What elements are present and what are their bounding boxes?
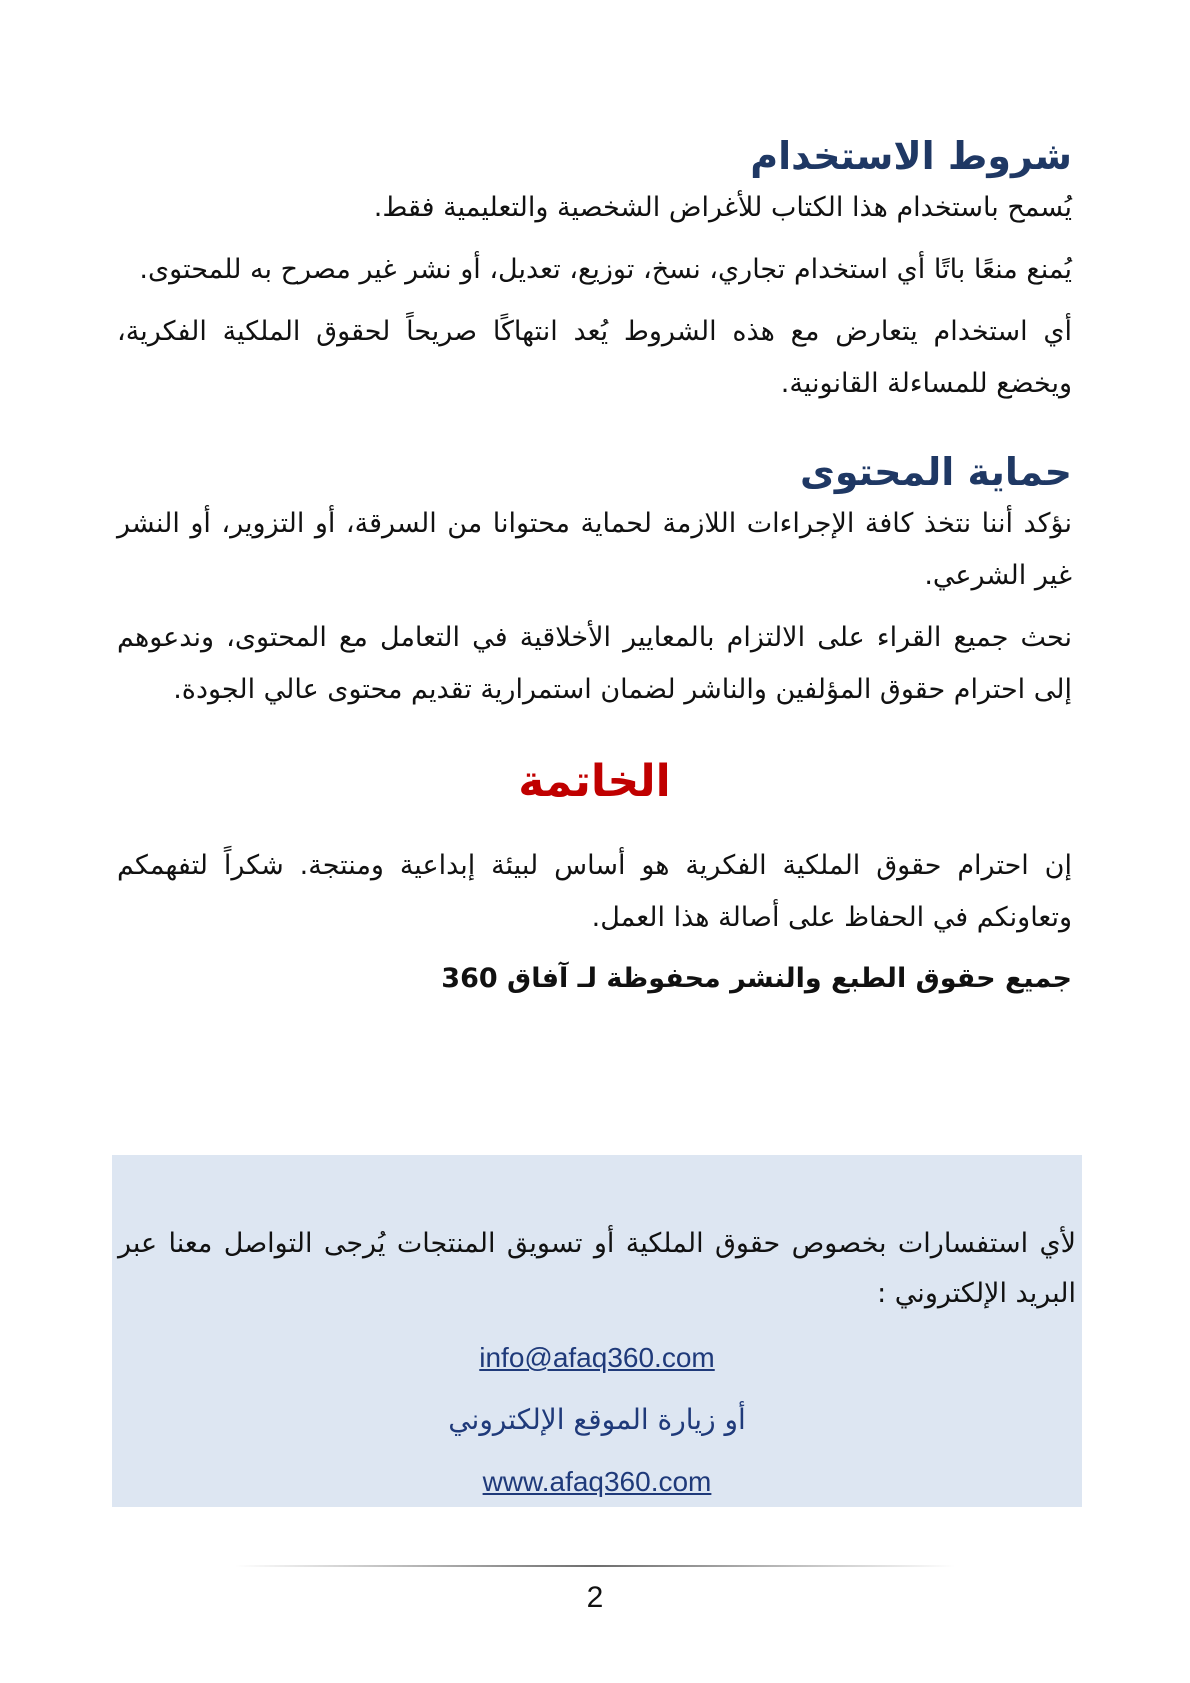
website-link[interactable]: www.afaq360.com bbox=[482, 1466, 712, 1497]
or-visit-line bbox=[118, 1389, 1076, 1451]
footer-divider bbox=[235, 1565, 955, 1567]
protection-heading: حماية المحتوى bbox=[800, 450, 1072, 494]
main-content bbox=[117, 130, 1072, 1004]
conclusion-heading: الخاتمة bbox=[518, 756, 671, 807]
terms-paragraph-3: أي استخدام يتعارض مع هذه الشروط يُعد انتهاكًا صريحاً لحقوق الملكية الفكرية، ويخضع للمساءلة القانونية. bbox=[117, 316, 1072, 399]
contact-text: لأي استفسارات بخصوص حقوق الملكية أو تسويق المنتجات يُرجى التواصل معنا عبر البريد الإلكتروني : bbox=[118, 1228, 1076, 1309]
protection-paragraph-1: نؤكد أننا نتخذ كافة الإجراءات اللازمة لحماية محتوانا من السرقة، أو التزوير، أو النشر غير الشرعي. bbox=[117, 508, 1072, 591]
terms-paragraph-1: يُسمح باستخدام هذا الكتاب للأغراض الشخصية والتعليمية فقط. bbox=[373, 192, 1072, 223]
page-number: 2 bbox=[586, 1581, 604, 1614]
email-line bbox=[118, 1327, 1076, 1389]
terms-paragraph-2: يُمنع منعًا باتًا أي استخدام تجاري، نسخ، توزيع، تعديل، أو نشر غير مصرح به للمحتوى. bbox=[139, 254, 1072, 285]
terms-heading: شروط الاستخدام bbox=[750, 134, 1072, 178]
copyright-notice: جميع حقوق الطبع والنشر محفوظة لـ آفاق 360 bbox=[441, 963, 1072, 994]
protection-paragraph-2: نحث جميع القراء على الالتزام بالمعايير الأخلاقية في التعامل مع المحتوى، وندعوهم إلى احترام حقوق المؤلفين والناشر لضمان استمرارية تقديم محتوى عالي الجودة. bbox=[117, 622, 1072, 705]
email-link[interactable]: info@afaq360.com bbox=[479, 1342, 715, 1373]
contact-box bbox=[112, 1155, 1082, 1507]
conclusion-paragraph: إن احترام حقوق الملكية الفكرية هو أساس لبيئة إبداعية ومنتجة. شكراً لتفهمكم وتعاونكم في الحفاظ على أصالة هذا العمل. bbox=[117, 850, 1072, 933]
website-line bbox=[118, 1451, 1076, 1513]
or-visit-text: أو زيارة الموقع الإلكتروني bbox=[448, 1403, 746, 1436]
